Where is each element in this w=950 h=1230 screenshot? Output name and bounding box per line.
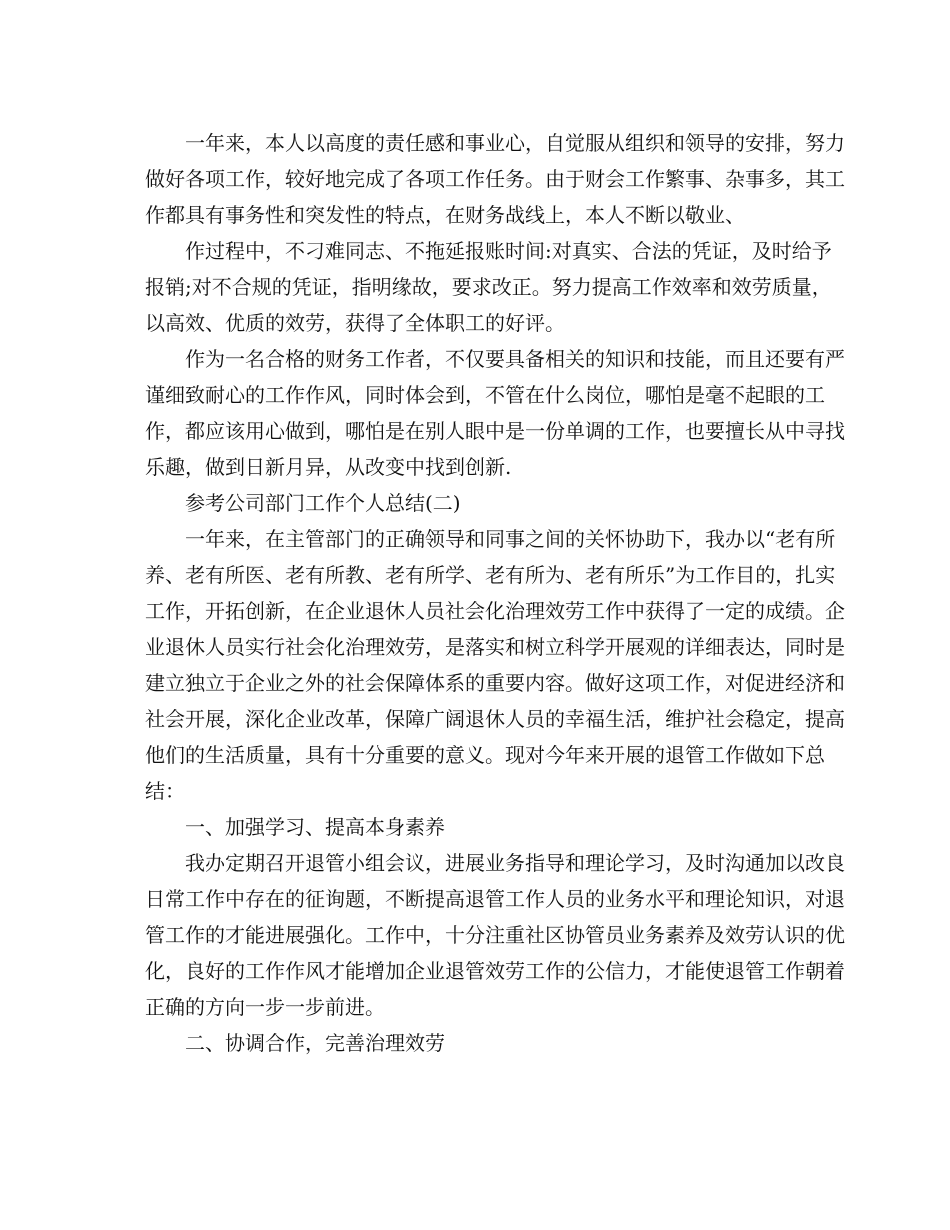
paragraph-line: 业退休人员实行社会化治理效劳，是落实和树立科学开展观的详细表达，同时是 [145,635,845,659]
paragraph-line: 作过程中，不刁难同志、不拖延报账时间:对真实、合法的凭证，及时给予 [185,239,832,263]
paragraph-line: 结： [145,779,185,803]
paragraph-line: 正确的方向一步一步前进。 [145,995,385,1019]
paragraph-line: 作，都应该用心做到，哪怕是在别人眼中是一份单调的工作，也要擅长从中寻找 [145,419,845,443]
paragraph-line: 作为一名合格的财务工作者，不仅要具备相关的知识和技能，而且还要有严 [185,347,845,371]
paragraph-line: 报销;对不合规的凭证，指明缘故，要求改正。努力提高工作效率和效劳质量， [145,275,832,299]
paragraph-line: 日常工作中存在的征询题，不断提高退管工作人员的业务水平和理论知识，对退 [145,887,845,911]
paragraph-line: 一年来，本人以高度的责任感和事业心，自觉服从组织和领导的安排，努力 [185,131,845,155]
paragraph-line: 一年来，在主管部门的正确领导和同事之间的关怀协助下，我办以“老有所 [185,527,836,551]
paragraph-line: 乐趣，做到日新月异，从改变中找到创新. [145,455,512,479]
paragraph-line: 养、老有所医、老有所教、老有所学、老有所为、老有所乐”为工作目的，扎实 [145,563,836,587]
paragraph-line: 做好各项工作，较好地完成了各项工作任务。由于财会工作繁事、杂事多，其工 [145,167,845,191]
section-heading: 二、协调合作，完善治理效劳 [185,1031,445,1055]
paragraph-line: 作都具有事务性和突发性的特点，在财务战线上，本人不断以敬业、 [145,203,745,227]
section-heading: 一、加强学习、提高本身素养 [185,815,445,839]
paragraph-line: 社会开展，深化企业改革，保障广阔退休人员的幸福生活，维护社会稳定，提高 [145,707,845,731]
paragraph-line: 谨细致耐心的工作作风，同时体会到，不管在什么岗位，哪怕是毫不起眼的工 [145,383,825,407]
paragraph-line: 他们的生活质量，具有十分重要的意义。现对今年来开展的退管工作做如下总 [145,743,825,767]
section-heading: 参考公司部门工作个人总结(二) [185,491,461,515]
paragraph-line: 以高效、优质的效劳，获得了全体职工的好评。 [145,311,565,335]
paragraph-line: 我办定期召开退管小组会议，进展业务指导和理论学习，及时沟通加以改良 [185,851,845,875]
paragraph-line: 管工作的才能进展强化。工作中，十分注重社区协管员业务素养及效劳认识的优 [145,923,845,947]
paragraph-line: 化，良好的工作作风才能增加企业退管效劳工作的公信力，才能使退管工作朝着 [145,959,845,983]
paragraph-line: 工作，开拓创新，在企业退休人员社会化治理效劳工作中获得了一定的成绩。企 [145,599,845,623]
paragraph-line: 建立独立于企业之外的社会保障体系的重要内容。做好这项工作，对促进经济和 [145,671,845,695]
